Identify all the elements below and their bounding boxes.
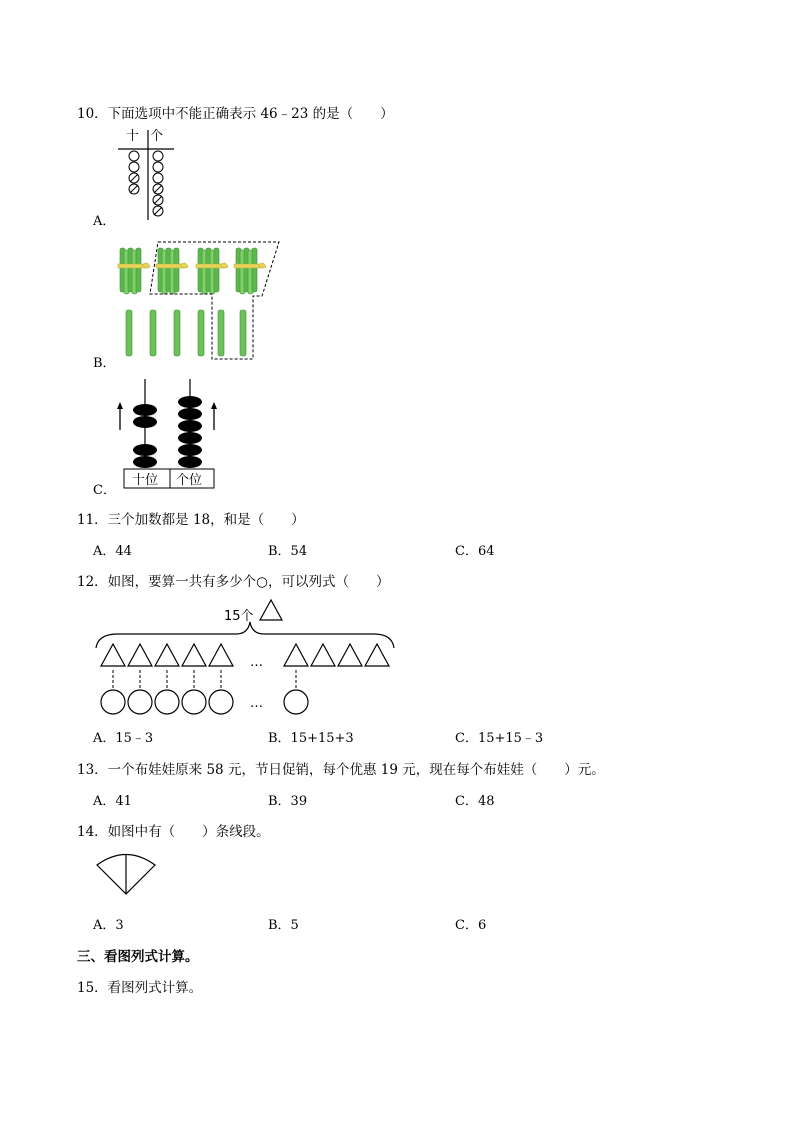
- stick-bundle: [118, 248, 150, 294]
- single-stick: [126, 310, 132, 356]
- q10-option-b-label[interactable]: B．: [93, 356, 116, 371]
- q13-stem: 13．一个布娃娃原来 58 元，节日促销，每个优惠 19 元，现在每个布娃娃（ ）元。: [77, 762, 605, 778]
- q10-stem: 10．下面选项中不能正确表示 46﹣23 的是（ ）: [77, 106, 394, 122]
- q11-option-a[interactable]: A．44: [93, 544, 132, 559]
- q13-option-c[interactable]: C．48: [455, 794, 495, 809]
- circle-icon: [182, 690, 206, 714]
- counter-circle: [153, 162, 163, 172]
- circle-icon: [128, 690, 152, 714]
- abacus-bead: [178, 432, 202, 444]
- abacus-bead: [178, 420, 202, 432]
- q14-stem: 14．如图中有（ ）条线段。: [77, 824, 270, 840]
- q10-option-c-abacus: [112, 376, 222, 492]
- q10-option-b-sticks: [112, 234, 282, 364]
- abacus-bead: [178, 456, 202, 468]
- tens-circles: [129, 151, 139, 194]
- abacus-tens-place-label: 十位: [132, 473, 159, 488]
- stick-bundle: [196, 248, 228, 294]
- abacus-bead: [133, 444, 157, 456]
- counter-circle: [129, 162, 139, 172]
- abacus-ones-place-label: 个位: [176, 473, 203, 488]
- triangle-icon: [284, 644, 308, 666]
- brace-label: 15个: [224, 609, 254, 624]
- q15-stem: 15．看图列式计算。: [77, 980, 203, 996]
- q14-option-c[interactable]: C．6: [455, 918, 487, 933]
- q13-option-a[interactable]: A．41: [93, 794, 132, 809]
- single-stick: [218, 310, 224, 356]
- abacus-bead: [178, 408, 202, 420]
- q12-stem: 12．如图，要算一共有多少个○，可以列式（ ）: [77, 574, 390, 590]
- triangle-icon: [209, 644, 233, 666]
- q11-stem: 11．三个加数都是 18，和是（ ）: [77, 512, 305, 528]
- q11-option-c[interactable]: C．64: [455, 544, 495, 559]
- q14-sector-figure: [94, 848, 160, 898]
- circle-ellipsis: …: [250, 696, 263, 711]
- counter-circle: [153, 173, 163, 183]
- triangle-icon: [365, 644, 389, 666]
- abacus-bead: [178, 444, 202, 456]
- circle-icon: [209, 690, 233, 714]
- section-3-title: 三、看图列式计算。: [77, 949, 199, 965]
- single-stick: [174, 310, 180, 356]
- q10-option-a-place-value-chart: [112, 126, 182, 224]
- circle-icon: [101, 690, 125, 714]
- triangle-icon: [128, 644, 152, 666]
- stick-bundle: [234, 248, 266, 294]
- q10-option-a-label[interactable]: A．: [93, 214, 116, 229]
- triangle-icon: [311, 644, 335, 666]
- triangle-icon: [155, 644, 179, 666]
- triangle-row: [101, 644, 389, 666]
- abacus-bead: [133, 456, 157, 468]
- triangle-icon: [101, 644, 125, 666]
- counter-circle: [129, 151, 139, 161]
- q11-option-b[interactable]: B．54: [268, 544, 308, 559]
- circle-icon: [155, 690, 179, 714]
- stick-bundles: [118, 248, 266, 294]
- single-stick: [150, 310, 156, 356]
- ones-circles: [153, 151, 163, 216]
- q12-figure: [90, 596, 400, 718]
- single-sticks: [126, 310, 246, 356]
- q12-option-a[interactable]: A．15﹣3: [93, 731, 154, 746]
- q12-option-c[interactable]: C．15+15﹣3: [455, 731, 544, 746]
- abacus-bead: [133, 416, 157, 428]
- q10-option-c-label[interactable]: C．: [93, 483, 116, 498]
- single-stick: [240, 310, 246, 356]
- ones-beads: [178, 396, 202, 468]
- q12-option-b[interactable]: B．15+15+3: [268, 731, 354, 746]
- single-stick: [198, 310, 204, 356]
- circle-icon: [284, 690, 308, 714]
- triangle-icon: [260, 600, 282, 620]
- triangle-icon: [182, 644, 206, 666]
- triangle-icon: [338, 644, 362, 666]
- counter-circle: [153, 151, 163, 161]
- q14-option-a[interactable]: A．3: [93, 918, 124, 933]
- tens-header: 十: [126, 129, 140, 144]
- q14-option-b[interactable]: B．5: [268, 918, 299, 933]
- abacus-bead: [178, 396, 202, 408]
- q13-option-b[interactable]: B．39: [268, 794, 308, 809]
- ones-header: 个: [150, 129, 164, 144]
- triangle-ellipsis: …: [250, 655, 263, 670]
- abacus-bead: [133, 404, 157, 416]
- stick-bundle: [156, 248, 188, 294]
- circle-row: [101, 690, 308, 714]
